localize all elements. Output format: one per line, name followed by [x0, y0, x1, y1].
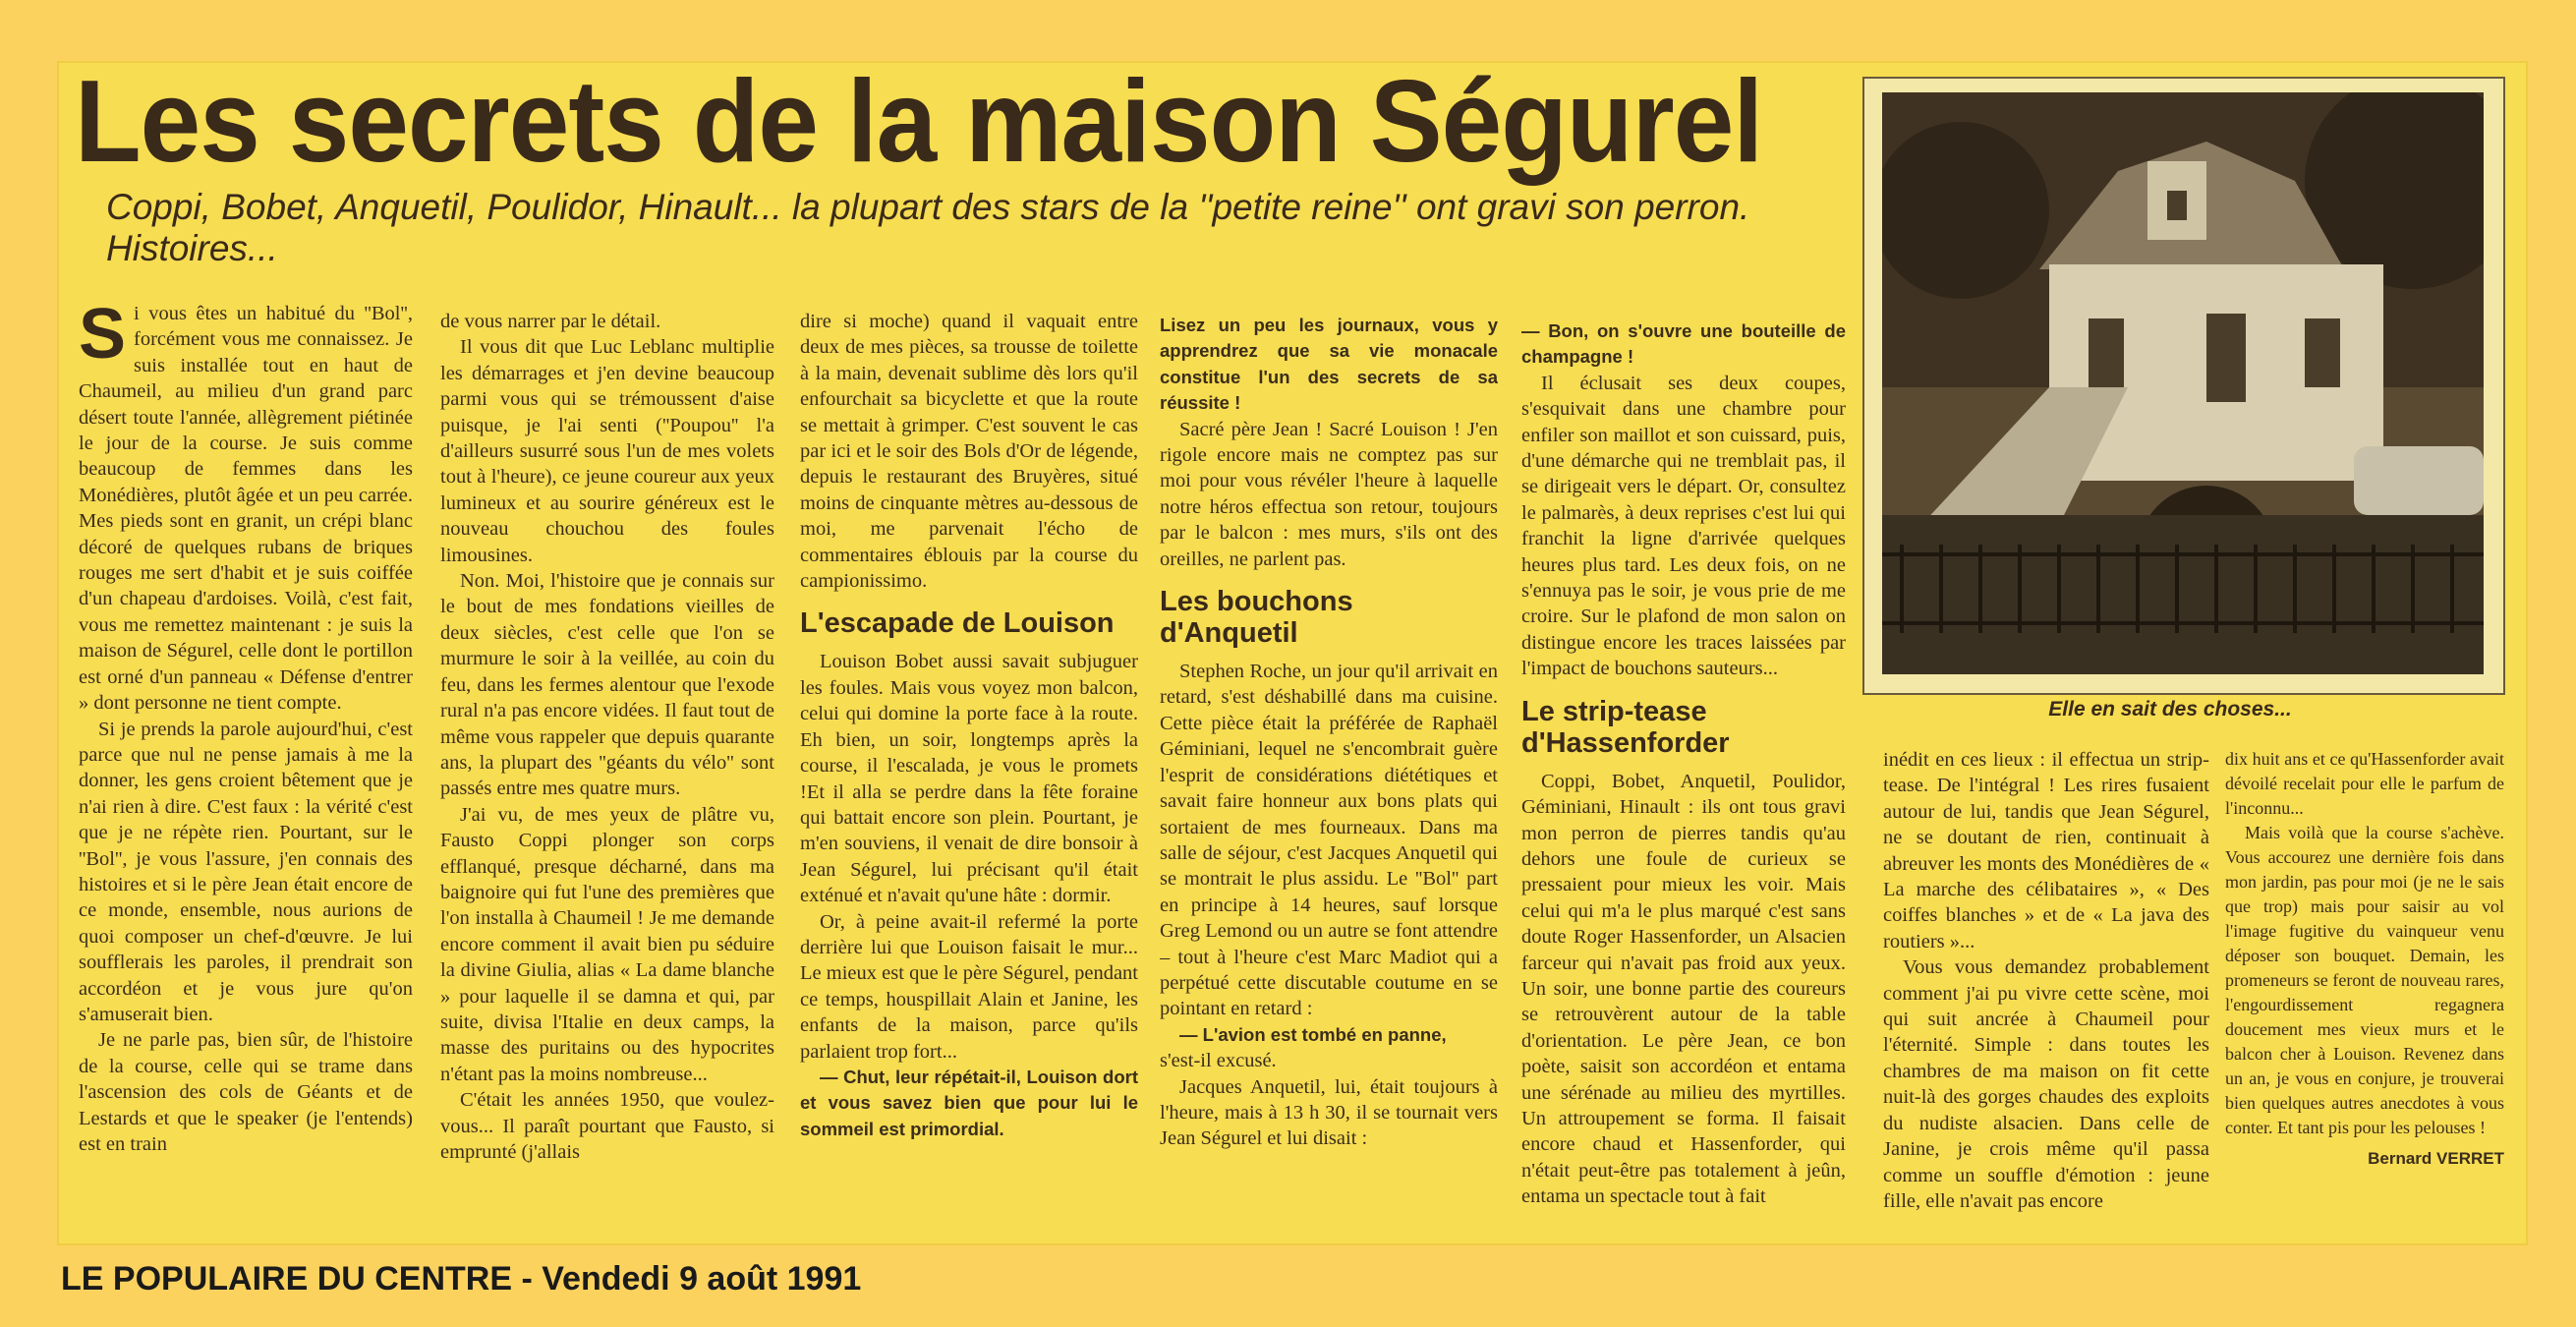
paragraph: Sacré père Jean ! Sacré Louison ! J'en rigole encore mais ne comptez pas sur moi pour vous révéler l'heure à laquelle notre héros effectua son retour, toujours par le balcon : mes murs, s'ils ont des oreilles, ne parlent pas.	[1160, 418, 1498, 570]
paragraph: Je ne parle pas, bien sûr, de l'histoire de la course, celle qui se trame dans l'ascension des cols de Géants et de Lestards et que le speaker (je l'entends) est en train	[79, 1029, 413, 1155]
author-signature: Bernard VERRET	[2368, 1149, 2504, 1168]
paragraph: Louison Bobet aussi savait subjuguer les foules. Mais vous voyez mon balcon, celui qui domine la porte face à la route. Eh bien, un soir, longtemps après la course, il l'escalada, je vous le promets !Et il alla se perdre dans la fête foraine qui battait encore son plein. Pourtant, je m'en souviens, il venait de dire bonsoir à Jean Ségurel, lui précisant qu'il était exténué et n'avait qu'une hâte : dormir.	[800, 651, 1138, 907]
paragraph: inédit en ces lieux : il effectua un strip-tease. De l'intégral ! Les rires fusaient autour de lui, tandis que Jean Ségurel, ne se doutant de rien, continuait à abreuver les monts des Monédières de « La marche des célibataires », « Des coiffes blanches » et de « La java des routiers »...	[1883, 749, 2209, 952]
drop-cap: S	[79, 301, 127, 374]
article-column-6	[1883, 747, 2209, 1235]
article-column-7	[2225, 747, 2504, 1239]
house-illustration	[1882, 92, 2484, 674]
paragraph: dire si moche) quand il vaquait entre deux de mes pièces, sa trousse de toilette à la main, devenait sublime dès lors qu'il enfourchait sa bicyclette et que la route se mettait à grimper. C'est souvent le cas par ici et le soir des Bols d'Or de légende, depuis le restaurant des Bruyères, situé moins de cinquante mètres au-dessous de moi, me parvenait l'écho de commentaires éblouis par la course du campionissimo.	[800, 311, 1138, 593]
article-column-3	[800, 309, 1138, 1235]
paragraph: — Chut, leur répétait-il, Louison dort et vous savez bien que pour lui le sommeil est primordial.	[800, 1066, 1138, 1139]
article-column-4	[1160, 313, 1498, 1235]
paragraph: — L'avion est tombé en panne,	[1179, 1023, 1447, 1045]
paragraph: Vous vous demandez probablement comment j'ai pu vivre cette scène, moi qui suit ancrée à Chaumeil pour l'éternité. Simple : dans toutes les chambres de ma maison on fit cette nuit-là des gorges chaudes des exploits du nudiste alsacien. Dans celle de Janine, je crois même qu'il passa comme un souffle d'émotion : jeune fille, elle n'avait pas encore	[1883, 956, 2209, 1212]
paragraph: Mais voilà que la course s'achève. Vous accourez une dernière fois dans mon jardin, pas pour moi (je ne le sais que trop) mais pour saisir au vol l'image fugitive du vainqueur venu déposer son bouquet. Demain, les promeneurs se feront de nouveau rares, l'engourdissement regagnera doucement mes vieux murs et le balcon cher à Louison. Revenez dans un an, je vous en conjure, je trouverai bien quelques autres anecdotes à vous conter. Et tant pis pour les pelouses !	[2225, 823, 2504, 1137]
paragraph: — Bon, on s'ouvre une bouteille de champagne !	[1521, 320, 1846, 368]
paragraph: J'ai vu, de mes yeux de plâtre vu, Fausto Coppi plonger son corps efflanqué, presque décharné, dans ma baignoire qui fut l'une des premières que l'on installa à Chaumeil ! Je me demande encore comment il avait bien pu séduire la divine Giulia, alias « La dame blanche » pour laquelle il se damna et qui, par suite, divisa l'Italie en deux camps, la masse des puritains ou des hypocrites n'étant pas la moins nombreuse...	[440, 803, 774, 1085]
subheadline: Coppi, Bobet, Anquetil, Poulidor, Hinault... la plupart des stars de la ''petite reine'' ont gravi son perron. Histoires...	[106, 187, 1750, 268]
photo-caption: Elle en sait des choses...	[2048, 698, 2292, 721]
house-photo	[1862, 77, 2505, 695]
headline: Les secrets de la maison Ségurel	[75, 61, 1763, 187]
paragraph: Si je prends la parole aujourd'hui, c'est parce que nul ne pense jamais à me la donner, les gens croient bêtement que je n'ai rien à dire. C'est faux : la vérité c'est que je ne répète rien. Pourtant, sur le ''Bol'', je vous l'assure, j'en connais des histoires et si le père Jean était encore de ce monde, ensemble, nous aurions de quoi composer un chef-d'œuvre. Je lui soufflerais les paroles, il prendrait son accordéon et je vous jure qu'on s'amuserait bien.	[79, 718, 413, 1025]
article-column-5	[1521, 318, 1846, 1235]
section-heading: Les bouchons d'Anquetil	[1160, 586, 1353, 650]
paragraph: Jacques Anquetil, lui, était toujours à l'heure, mais à 13 h 30, il se tournait vers Jean Ségurel et lui disait :	[1160, 1075, 1498, 1150]
paragraph: Il vous dit que Luc Leblanc multiplie les démarrages et j'en devine beaucoup parmi vous qui se trémoussent d'aise puisque, je l'ai senti (''Poupou'' l'a d'ailleurs susurré sous l'un de mes volets tout à l'heure), ce jeune coureur aux yeux lumineux et au sourire généreux est le nouveau chouchou des foules limousines.	[440, 336, 774, 566]
section-heading: Le strip-tease d'Hassenforder	[1521, 695, 1730, 759]
paragraph: dix huit ans et ce qu'Hassenforder avait dévoilé recelait pour elle le parfum de l'inconnu...	[2225, 749, 2504, 818]
paragraph: s'est-il excusé.	[1160, 1050, 1277, 1072]
newspaper-clipping	[57, 61, 2528, 1245]
paragraph: i vous êtes un habitué du ''Bol'', forcément vous me connaissez. Je suis installée tout en haut de Chaumeil, au milieu d'un grand parc désert toute l'année, allègrement piétinée le jour de la course. Je suis comme beaucoup de femmes dans les Monédières, plutôt âgée et un peu carrée. Mes pieds sont en granit, un crépi blanc décoré de quelques rubans de briques rouges me sert d'habit et je suis coiffée d'un chapeau d'ardoises. Voilà, c'est fait, vous me remettez maintenant : je suis la maison de Ségurel, celle dont le portillon est orné d'un panneau « Défense d'entrer » dont personne ne tient compte.	[79, 303, 413, 715]
article-column-1	[79, 301, 413, 1235]
paragraph: C'était les années 1950, que voulez-vous... Il paraît pourtant que Fausto, si emprunté (j'allais	[440, 1089, 774, 1163]
article-column-2	[440, 309, 774, 1235]
paragraph: Or, à peine avait-il refermé la porte derrière lui que Louison faisait le mur... Le mieux est que le père Ségurel, pendant ce temps, houspillait Alain et Janine, les enfants de la maison, parce qu'ils parlaient trop fort...	[800, 910, 1138, 1063]
paragraph: de vous narrer par le détail.	[440, 311, 661, 332]
source-caption: LE POPULAIRE DU CENTRE - Vendedi 9 août 1991	[61, 1260, 862, 1298]
paragraph: Il éclusait ses deux coupes, s'esquivait dans une chambre pour enfiler son maillot et son cuissard, puis, d'une démarche qui ne tremblait pas, il se dirigeait vers le départ. Or, consultez le palmarès, à deux reprises c'est lui qui franchit la ligne d'arrivée quelques heures plus tard. Les deux fois, on ne s'ennuya pas le soir, je vous prie de me croire. Sur le plafond de mon salon on distingue encore les traces laissées par l'impact de bouchons sauteurs...	[1521, 372, 1846, 680]
paragraph: Non. Moi, l'histoire que je connais sur le bout de mes fondations vieilles de deux siècles, c'est celle que l'on se murmure le soir à la veillée, au coin du feu, dans les fermes alentour que l'exode rural n'a pas encore vidées. Il faut tout de même vous rappeler que depuis quarante ans, la plupart des ''géants du vélo'' sont passés entre mes quatre murs.	[440, 570, 774, 800]
paragraph: Coppi, Bobet, Anquetil, Poulidor, Géminiani, Hinault : ils ont tous gravi mon perron de pierres tandis qu'au dehors une foule de curieux se pressaient pour mieux les voir. Mais celui qui m'a le plus marqué c'est sans doute Roger Hassenforder, un Alsacien farceur qui n'avait pas froid aux yeux. Un soir, une bonne partie des coureurs se retrouvèrent autour de la table d'orientation. Le père Jean, ce bon poète, saisit son accordéon et entama une sérénade au milieu des myrtilles. Un attroupement se forma. Il faisait encore chaud et Hassenforder, qui n'était peut-être pas totalement à jeûn, entama un spectacle tout à fait	[1521, 770, 1846, 1208]
paragraph: Lisez un peu les journaux, vous y apprendrez que sa vie monacale constitue l'un des secrets de sa réussite !	[1160, 315, 1498, 414]
paragraph: Stephen Roche, un jour qu'il arrivait en retard, s'est déshabillé dans ma cuisine. Cette pièce était la préférée de Raphaël Géminiani, lequel ne s'encombrait guère l'esprit de considérations diététiques et savait faire honneur aux bons plats qui sortaient de mes fourneaux. Dans ma salle de séjour, c'est Jacques Anquetil qui se montrait le plus assidu. Le ''Bol'' part en principe à 14 heures, sauf lorsque Greg Lemond ou un autre se font attendre – tout à l'heure c'est Marc Madiot qui a perpétué cette discutable coutume en se pointant en retard :	[1160, 661, 1498, 1020]
section-heading: L'escapade de Louison	[800, 607, 1115, 640]
